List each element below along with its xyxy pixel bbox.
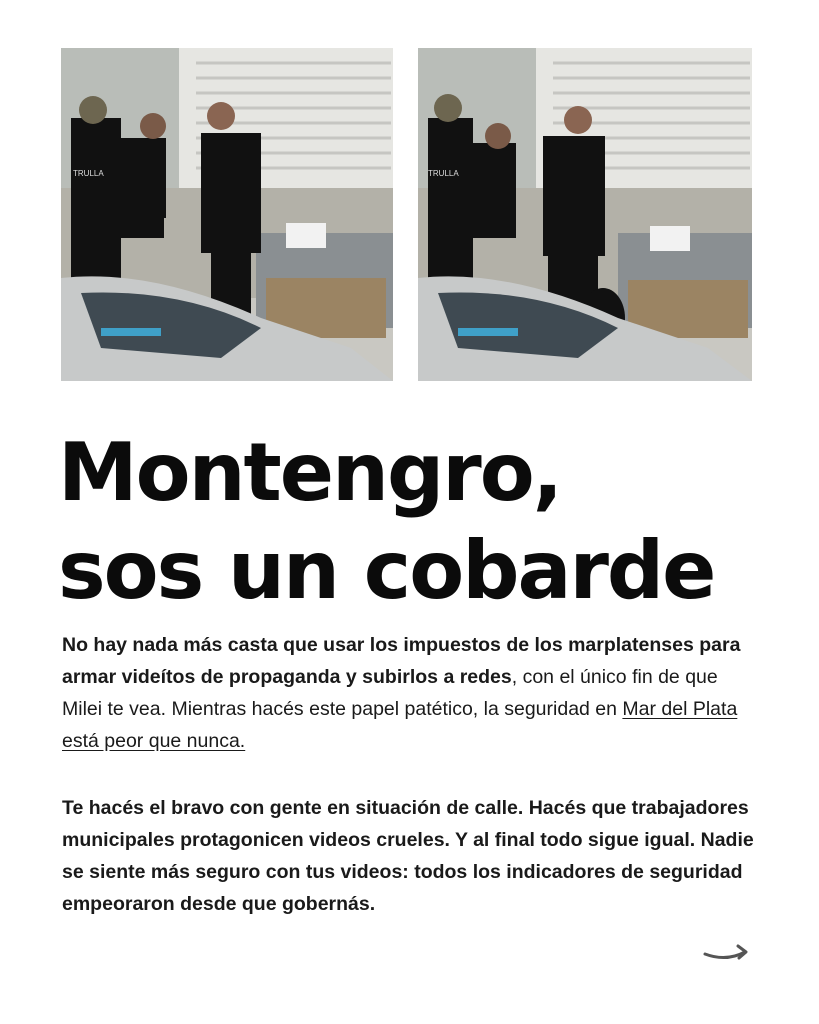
headline-line-1: Montengro, (58, 426, 562, 519)
shirt-text: TRULLA (428, 169, 459, 178)
shirt-text: TRULLA (73, 169, 104, 178)
arrow-right-icon (702, 942, 750, 966)
headline-line-2: sos un cobarde (58, 524, 715, 617)
photo-right (418, 48, 752, 381)
scene-illustration (418, 48, 752, 381)
scene-illustration (61, 48, 393, 381)
paragraph-1-bold: No hay nada más casta que usar los impuestos de los marplatenses para armar videítos de propaganda y subirlos a redes (62, 634, 741, 688)
headline (58, 424, 778, 620)
paragraph-1-text: , con el único fin de que Milei te vea. Mientras hacés este papel patético, la seguridad en (62, 666, 718, 720)
next-arrow-button[interactable] (702, 942, 750, 966)
mar-del-plata-link[interactable]: Mar del Plata está peor que nunca. (62, 698, 738, 752)
paragraph-2: Te hacés el bravo con gente en situación de calle. Hacés que trabajadores municipales protagonicen videos crueles. Y al final todo sigue igual. Nadie se siente más seguro con tus videos: todos los indicadores de seguridad empeoraron desde que gobernás. (62, 797, 754, 915)
paragraph-1 (62, 629, 762, 757)
photo-left (61, 48, 393, 381)
